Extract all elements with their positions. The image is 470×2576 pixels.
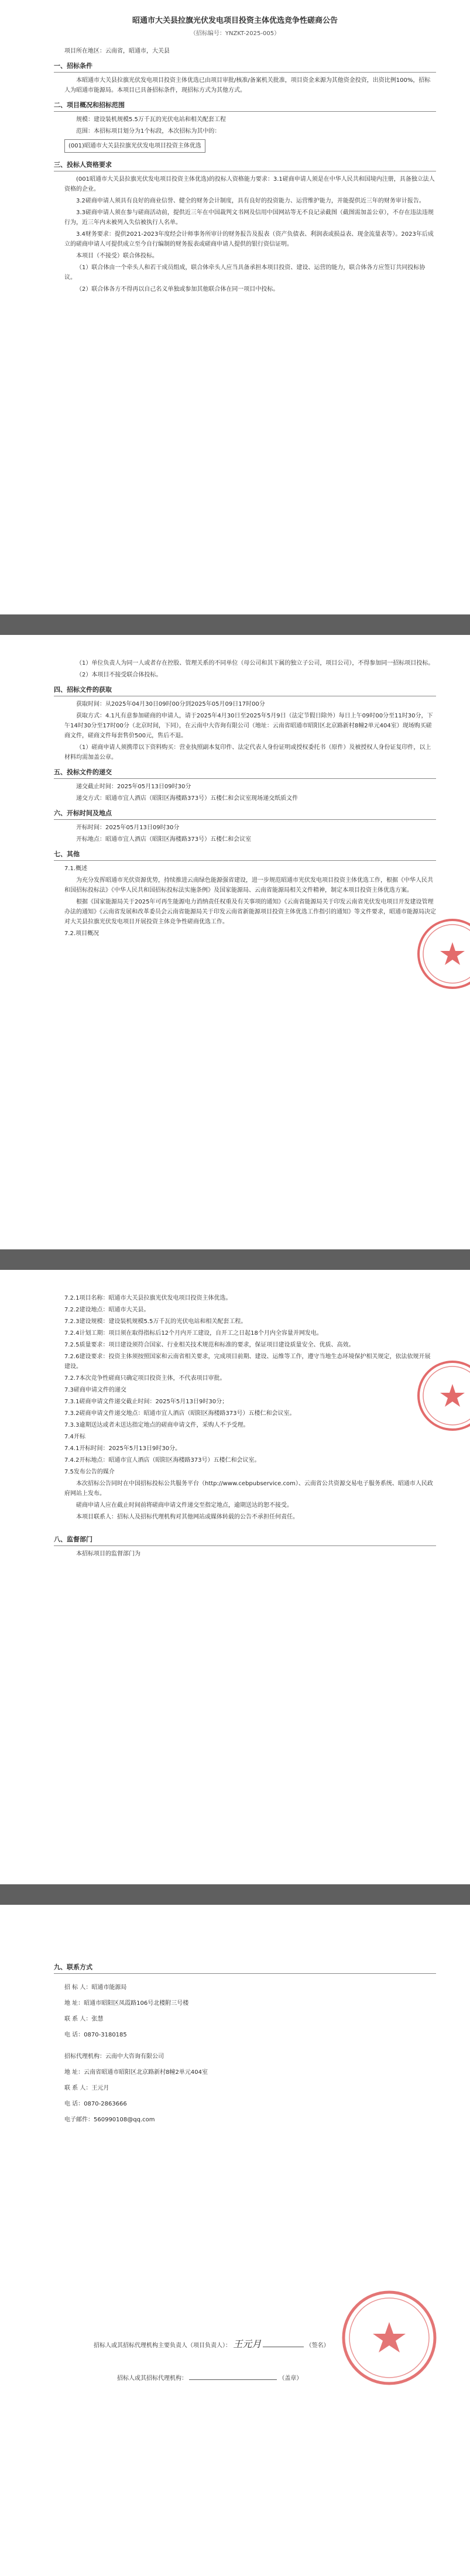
document-page-1 <box>0 0 470 614</box>
official-seal <box>414 916 470 992</box>
document-page-3 <box>0 1270 470 1884</box>
company-seal <box>339 2288 439 2388</box>
section-7-2-2: 7.2.2建设地点：昭通市大关县。 <box>64 1307 150 1313</box>
signature-label: 招标人或其招标代理机构主要负责人（项目负责人）： <box>94 2343 231 2349</box>
section-7-2-3: 7.2.3建设规模：建设装机规模5.5万千瓦的光伏电站和相关配套工程。 <box>64 1318 247 1325</box>
section-1-body: 本昭通市大关县拉旗光伏发电项目投资主体优选已由项目审批/核准/备案机关批准，项目资金来源为其他资金投资，出资比例100%，招标人为昭通市能源局。本项目已具备招标条件，现招标方式为其他方式。 <box>64 77 431 94</box>
section-7-2-1: 7.2.1项目名称：昭通市大关县拉旗光伏发电项目投资主体优选。 <box>64 1295 232 1301</box>
section-2-title: 二、项目概况和招标范围 <box>54 100 436 112</box>
tenderer-contact: 联 系 人：张慧 <box>64 2016 104 2022</box>
section-7-4-title: 7.4开标 <box>64 1434 85 1440</box>
section-2-scale: 规模：建设装机规模5.5万千瓦的光伏电站和相关配套工程 <box>76 116 226 123</box>
section-2-lot: (001)昭通市大关县拉旗光伏发电项目投资主体优选 <box>64 139 205 153</box>
section-6-place: 开标地点：昭通市宜人酒店（昭阳区海楼路373号）五楼仁和会议室 <box>76 836 252 843</box>
section-3-p9: （2）本项目不接受联合体投标。 <box>76 672 162 678</box>
document-title: 昭通市大关县拉旗光伏发电项目投资主体优选竞争性磋商公告 <box>132 16 338 25</box>
section-7-5-title: 7.5发布公告的媒介 <box>64 1469 115 1475</box>
stamp-label: 招标人或其招标代理机构： <box>117 2375 187 2382</box>
section-7-1-p1: 为充分发挥昭通市光伏资源优势，持续推进云南绿色能源强省建设，进一步规范昭通市光伏发电项目投资主体优选工作，根据《中华人民共和国招标投标法》《中华人民共和国招标投标法实施条例》及国家能源局、云南省能源局相关文件精神，制定本项目投资主体优选方案。 <box>64 877 433 894</box>
section-3-p3: 3.3磋商申请人须在参与磋商活动前，提供近三年在中国裁判文书网及信用中国网站等无不良记录截图（截图需加盖公章），不存在违法违规行为，近三年内未被列入失信被执行人名单。 <box>64 209 434 226</box>
section-6-time: 开标时间：2025年05月13日09时30分 <box>76 825 180 831</box>
agency-email: 电子邮件：560990108@qq.com <box>64 2117 155 2123</box>
document-page-2 <box>0 635 470 1249</box>
agency-contact: 联 系 人：王元月 <box>64 2085 109 2091</box>
section-7-5-p2: 磋商申请人应在截止时间前将磋商申请文件递交至指定地点，逾期送达的恕不接受。 <box>76 1502 293 1509</box>
section-8-body: 本招标项目的监督部门为 <box>76 1551 140 1557</box>
section-3-p1: (001昭通市大关县拉旗光伏发电项目投资主体优选)的投标人资格能力要求：3.1磋商申请人须是在中华人民共和国境内注册，具备独立法人资格的企业。 <box>64 176 435 193</box>
section-4-materials: （1）磋商申请人须携带以下资料购买：营业执照副本复印件、法定代表人身份证明或授权委托书（原件）及被授权人身份证复印件，以上材料均需加盖公章。 <box>64 744 431 761</box>
section-3-p8: （1）单位负责人为同一人或者存在控股、管理关系的不同单位（母公司和其下属的独立子公司，项目公司），不得参加同一招标项目投标。 <box>76 660 434 667</box>
project-location: 项目所在地区：云南省，昭通市，大关县 <box>64 48 170 54</box>
tenderer-address: 地 址：昭通市昭阳区凤霞路106号北楼附三号楼 <box>64 2000 189 2007</box>
section-3-p7: （2）联合体各方不得再以自己名义单独或参加其他联合体在同一项目中投标。 <box>76 286 279 293</box>
section-6-title: 六、开标时间及地点 <box>54 808 436 820</box>
section-7-2-7: 7.2.7本次竞争性磋商只确定项目投资主体，不代表项目审批。 <box>64 1375 226 1382</box>
handwritten-signature: 王元月 <box>233 2338 262 2350</box>
section-7-3-title: 7.3磋商申请文件的递交 <box>64 1387 126 1393</box>
section-3-p4: 3.4财务要求：提供2021-2023年度经会计师事务所审计的财务报告及报表（资产负债表、利润表或损益表、现金流量表等）。2023年后成立的磋商申请人可提供成立至今自行编制的财务报表或磋商申请人提供的银行资信证明。 <box>64 231 434 248</box>
section-7-title: 七、其他 <box>54 849 436 861</box>
section-3-p6: （1）联合体由一个牵头人和若干成员组成，联合体牵头人应当具备承担本项目投资、建设、运营的能力，联合体各方应签订共同投标协议。 <box>64 265 426 281</box>
tenderer-phone: 电 话：0870-3180185 <box>64 2032 127 2038</box>
document-page-4 <box>0 1905 470 2576</box>
section-8-title: 八、监督部门 <box>54 1534 436 1546</box>
section-3-p5: 本项目（不接受）联合体投标。 <box>76 253 158 259</box>
section-4-time: 获取时间：从2025年04月30日09时00分到2025年05月09日17时00分 <box>76 701 265 707</box>
section-7-1-title: 7.1.概述 <box>64 865 88 872</box>
section-7-3-3: 7.3.3逾期送达或者未送达指定地点的磋商申请文件，采购人不予受理。 <box>64 1422 249 1428</box>
section-5-deadline: 递交截止时间：2025年05月13日09时30分 <box>76 784 191 790</box>
section-7-4-2: 7.4.2开标地点：昭通市宜人酒店（昭阳区海楼路373号）五楼仁和会议室。 <box>64 1457 260 1464</box>
section-4-method: 获取方式：4.1凡有意参加磋商的申请人，请于2025年4月30日至2025年5月9日（法定节假日除外）每日上午09时00分至11时30分，下午14时30分至17时00分（北京时间，下同），在云南中大咨询有限公司（地址：云南省昭通市昭阳区北京路新村8幢2单元404室）现场购买磋商文件，磋商文件每套售价500元，售后不退。 <box>64 713 433 739</box>
section-5-method: 递交方式：昭通市宜人酒店（昭阳区海楼路373号）五楼仁和会议室现场递交纸质文件 <box>76 795 299 802</box>
signature-suffix: （签名） <box>306 2343 330 2349</box>
section-7-4-1: 7.4.1开标时间：2025年5月13日9时30分。 <box>64 1445 181 1452</box>
section-7-5-p3: 本项目联系人：招标人及招标代理机构对其他网站或媒体转载的公告不承担任何责任。 <box>76 1514 299 1520</box>
section-7-5-p1: 本次招标公告同时在中国招标投标公共服务平台（http://www.cebpubservice.com）、云南省公共资源交易电子服务系统、昭通市人民政府网站上发布。 <box>64 1481 433 1497</box>
section-2-scope: 范围：本招标项目划分为1个标段，本次招标为其中的： <box>76 128 221 135</box>
section-7-2-4: 7.2.4计划工期：项目须在取得指标后12个月内开工建设，自开工之日起18个月内全容量并网发电。 <box>64 1330 323 1337</box>
section-7-3-2: 7.3.2磋商申请文件递交地点：昭通市宜人酒店（昭阳区海楼路373号）五楼仁和会议室。 <box>64 1410 296 1417</box>
section-7-2-6: 7.2.6建设要求：投资主体须按照国家和云南省相关要求，完成项目前期、建设、运维等工作，遵守当地生态环境保护相关规定，依法依规开展建设。 <box>64 1354 431 1370</box>
section-1-title: 一、招标条件 <box>54 61 436 73</box>
section-7-1-p2: 根据《国家能源局关于2025年可再生能源电力消纳责任权重及有关事项的通知》《云南省能源局关于印发云南省光伏发电项目开发建设管理办法的通知》《云南省发展和改革委员会云南省能源局关于印发云南省新能源项目投资主体优选工作指引的通知》等文件要求，昭通市能源局决定对大关县拉旗光伏发电项目开展投资主体竞争性磋商优选工作。 <box>64 899 436 925</box>
tender-number: （招标编号：YNZKT-2025-005） <box>190 30 280 37</box>
official-seal <box>414 1358 470 1434</box>
section-3-title: 三、投标人资格要求 <box>54 160 436 171</box>
section-9-title: 九、联系方式 <box>54 1962 436 1974</box>
section-4-title: 四、招标文件的获取 <box>54 685 436 696</box>
agency-phone: 电 话：0870-2863666 <box>64 2101 127 2107</box>
agency-address: 地 址：云南省昭通市昭阳区北京路新村8幢2单元404室 <box>64 2069 208 2076</box>
agency-name: 招标代理机构：云南中大咨询有限公司 <box>64 2053 164 2060</box>
tenderer-name: 招 标 人：昭通市能源局 <box>64 1984 127 1991</box>
section-7-2-5: 7.2.5质量要求：项目建设须符合国家、行业相关技术规范和标准的要求，保证项目建设质量安全、优质、高效。 <box>64 1342 355 1348</box>
section-5-title: 五、投标文件的递交 <box>54 767 436 779</box>
stamp-suffix: （盖章） <box>279 2375 303 2382</box>
section-7-3-1: 7.3.1磋商申请文件递交截止时间：2025年5月13日9时30分； <box>64 1399 228 1405</box>
section-7-2-title: 7.2.项目概况 <box>64 930 100 937</box>
stamp-underline <box>189 2379 277 2380</box>
section-3-p2: 3.2磋商申请人须具有良好的商业信誉、健全的财务会计制度，具有良好的投资能力、运营维护能力，并能提供近三年的财务审计报告。 <box>76 198 425 204</box>
